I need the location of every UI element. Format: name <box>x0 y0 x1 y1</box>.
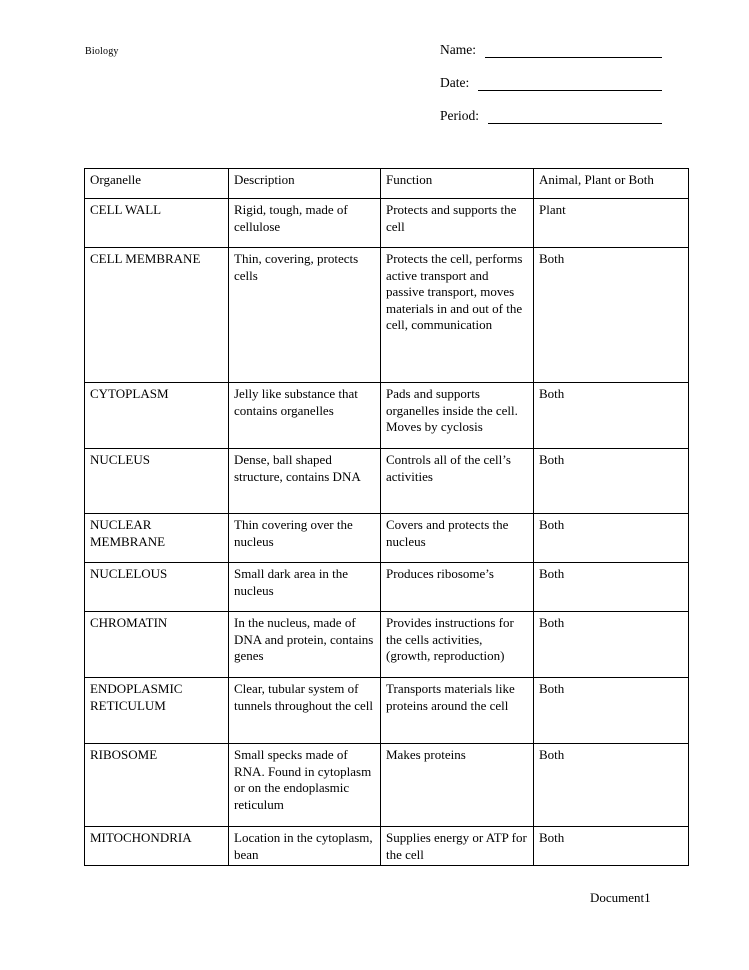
date-field-label: Date: <box>440 75 470 90</box>
cell-organelle: CHROMATIN <box>85 612 229 678</box>
cell-description: Rigid, tough, made of cellulose <box>229 199 381 248</box>
column-header-1: Description <box>229 169 381 199</box>
table-row <box>85 383 689 449</box>
cell-function: Covers and protects the nucleus <box>381 514 534 563</box>
cell-function: Supplies energy or ATP for the cell <box>381 827 534 866</box>
table-row <box>85 827 689 866</box>
cell-function: Transports materials like proteins around the cell <box>381 678 534 744</box>
cell-organelle: NUCLELOUS <box>85 563 229 612</box>
date-field-row <box>440 75 662 91</box>
period-fill-in-line <box>488 109 662 124</box>
cell-organelle: CELL MEMBRANE <box>85 248 229 383</box>
cell-classification: Both <box>534 248 689 383</box>
table-row <box>85 563 689 612</box>
cell-classification: Both <box>534 383 689 449</box>
cell-organelle: MITOCHONDRIA <box>85 827 229 866</box>
cell-classification: Both <box>534 563 689 612</box>
cell-description: Clear, tubular system of tunnels throughout the cell <box>229 678 381 744</box>
table-row <box>85 744 689 827</box>
cell-organelle: CELL WALL <box>85 199 229 248</box>
column-header-2: Function <box>381 169 534 199</box>
name-fill-in-line <box>485 43 662 58</box>
cell-description: Jelly like substance that contains organelles <box>229 383 381 449</box>
course-label: Biology <box>85 46 119 57</box>
cell-organelle: CYTOPLASM <box>85 383 229 449</box>
cell-organelle: ENDOPLASMIC RETICULUM <box>85 678 229 744</box>
cell-function: Protects the cell, performs active transport and passive transport, moves materials in and out of the cell, communication <box>381 248 534 383</box>
cell-organelle: NUCLEUS <box>85 449 229 514</box>
cell-classification: Both <box>534 827 689 866</box>
column-header-0: Organelle <box>85 169 229 199</box>
cell-classification: Both <box>534 744 689 827</box>
student-info-block <box>440 42 662 141</box>
date-fill-in-line <box>478 76 662 91</box>
cell-classification: Both <box>534 449 689 514</box>
cell-description: Small dark area in the nucleus <box>229 563 381 612</box>
table-row <box>85 199 689 248</box>
table-row <box>85 449 689 514</box>
cell-organelle: NUCLEAR MEMBRANE <box>85 514 229 563</box>
table-row <box>85 248 689 383</box>
cell-description: Thin, covering, protects cells <box>229 248 381 383</box>
cell-function: Pads and supports organelles inside the cell. Moves by cyclosis <box>381 383 534 449</box>
cell-description: Small specks made of RNA. Found in cytoplasm or on the endoplasmic reticulum <box>229 744 381 827</box>
cell-description: In the nucleus, made of DNA and protein, contains genes <box>229 612 381 678</box>
table-row <box>85 678 689 744</box>
cell-function: Controls all of the cell’s activities <box>381 449 534 514</box>
table-row <box>85 612 689 678</box>
cell-classification: Both <box>534 612 689 678</box>
table-header-row <box>85 169 689 199</box>
cell-classification: Plant <box>534 199 689 248</box>
name-field-label: Name: <box>440 42 476 57</box>
cell-function: Protects and supports the cell <box>381 199 534 248</box>
cell-classification: Both <box>534 678 689 744</box>
period-field-label: Period: <box>440 108 479 123</box>
cell-function: Provides instructions for the cells activities, (growth, reproduction) <box>381 612 534 678</box>
cell-organelle: RIBOSOME <box>85 744 229 827</box>
organelle-table-body <box>85 199 689 866</box>
period-field-row <box>440 108 662 124</box>
table-row <box>85 514 689 563</box>
cell-description: Dense, ball shaped structure, contains DNA <box>229 449 381 514</box>
organelle-table <box>84 168 689 866</box>
cell-function: Produces ribosome’s <box>381 563 534 612</box>
column-header-3: Animal, Plant or Both <box>534 169 689 199</box>
cell-description: Thin covering over the nucleus <box>229 514 381 563</box>
cell-function: Makes proteins <box>381 744 534 827</box>
document-footer: Document1 <box>590 890 651 905</box>
cell-description: Location in the cytoplasm, bean <box>229 827 381 866</box>
name-field-row <box>440 42 662 58</box>
cell-classification: Both <box>534 514 689 563</box>
